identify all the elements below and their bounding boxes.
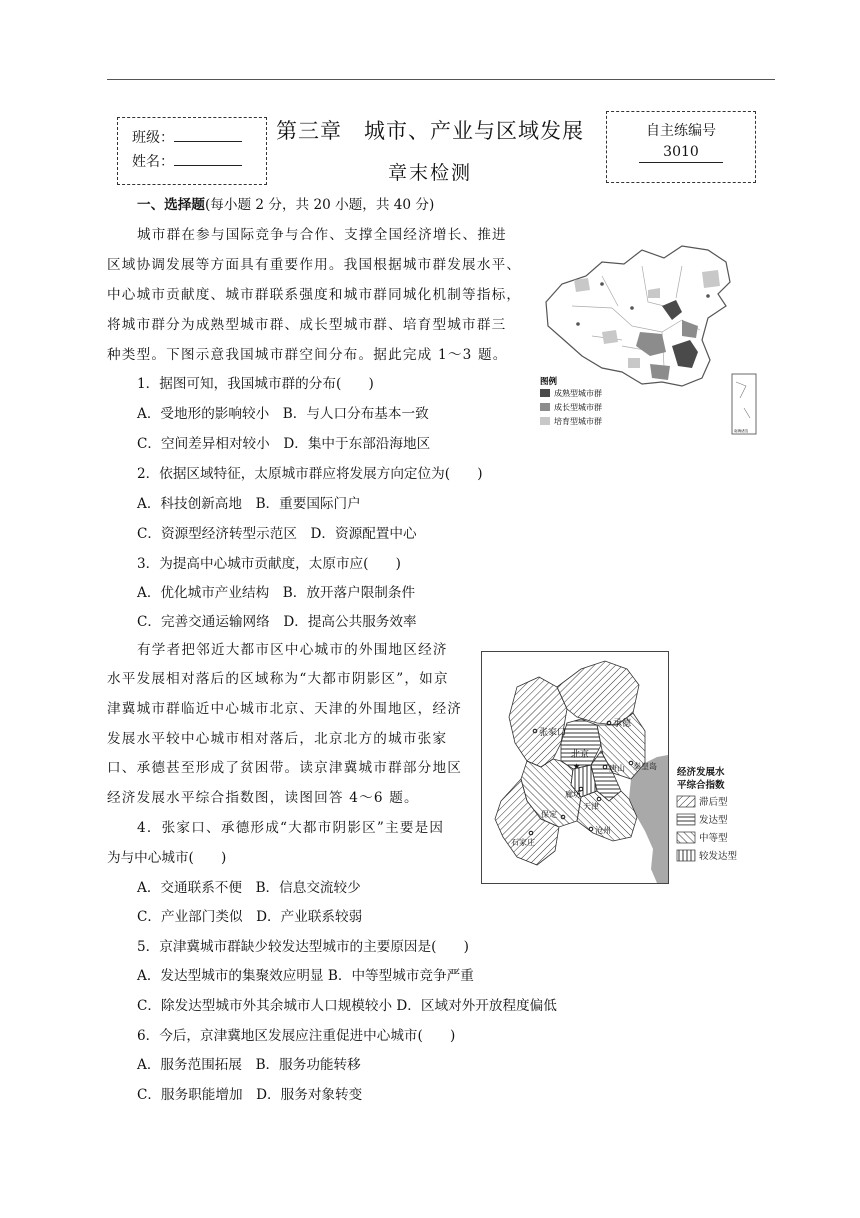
q2-stem: 2．依据区域特征，太原城市群应将发展方向定位为( ): [137, 466, 483, 482]
section-title: 一、选择题: [137, 197, 205, 213]
intro2-line: 经济发展水平综合指数图，读图回答 4～6 题。: [107, 790, 419, 806]
legend-label: 发达型: [699, 815, 728, 826]
q1-stem: 1．据图可知，我国城市群的分布( ): [137, 376, 374, 392]
q5-options: A．发达型城市的集聚效应明显 B．中等型城市竞争严重: [137, 968, 474, 984]
q4-options: A．交通联系不便 B．信息交流较少: [137, 880, 361, 896]
city-label: 唐山: [609, 764, 625, 773]
city-label: 保定: [541, 810, 557, 819]
class-blank[interactable]: [174, 127, 242, 142]
q1-options: C．空间差异相对较小 D．集中于东部沿海地区: [137, 436, 431, 452]
code-label: 自主练编号: [646, 123, 716, 139]
nurture-cluster: [602, 330, 618, 344]
q1-options: A．受地形的影响较小 B．与人口分布基本一致: [137, 406, 429, 422]
student-info-box: [117, 117, 267, 185]
name-label: 姓名：: [132, 154, 174, 170]
growing-cluster: [650, 364, 670, 380]
map2-legend-title: 平综合指数: [677, 780, 725, 791]
map2-legend-title: 经济发展水: [677, 767, 725, 778]
city-dot: [600, 282, 604, 286]
chapter-title: 第三章 城市、产业与区域发展: [276, 119, 584, 143]
city-dot: [576, 322, 580, 326]
city-label: 沧州: [595, 826, 611, 835]
city-label: 承德: [613, 719, 632, 729]
inset-label: 南海诸岛: [734, 429, 749, 433]
intro1-line: 中心城市贡献度、城市群联系强度和城市群同城化机制等指标，: [107, 287, 522, 303]
nurture-cluster: [702, 270, 720, 288]
intro1-line: 种类型。下图示意我国城市群空间分布。据此完成 1～3 题。: [107, 347, 508, 363]
map1-legend-title: 图例: [540, 377, 558, 387]
city-label: 石家庄: [511, 838, 535, 847]
city-dot: [706, 294, 710, 298]
name-blank[interactable]: [174, 151, 242, 166]
code-number: 3010: [639, 144, 723, 163]
legend-swatch-mature: [540, 389, 550, 397]
legend-swatch-nurture: [540, 417, 550, 425]
intro1-line: 将城市群分为成熟型城市群、成长型城市群、培育型城市群三: [107, 317, 507, 333]
south-sea-inset: [732, 374, 756, 434]
nurture-cluster: [628, 358, 640, 368]
legend-label: 成长型城市群: [554, 403, 602, 412]
section-heading: [137, 195, 434, 215]
city-label: 秦皇岛: [633, 762, 657, 771]
intro2-line: 有学者把邻近大都市区中心城市的外围地区经济: [137, 642, 448, 658]
q4-stem: 为与中心城市( ): [107, 850, 227, 866]
q4-options: C．产业部门类似 D．产业联系较弱: [137, 909, 363, 925]
city-dot: [630, 306, 634, 310]
intro1-line: 城市群在参与国际竞争与合作、支撑全国经济增长、推进: [137, 227, 507, 243]
q6-options: A．服务范围拓展 B．服务功能转移: [137, 1057, 361, 1073]
intro1-line: 区域协调发展等方面具有重要作用。我国根据城市群发展水平、: [107, 257, 522, 273]
q2-options: C．资源型经济转型示范区 D．资源配置中心: [137, 526, 417, 542]
legend-label: 较发达型: [699, 851, 738, 862]
legend-label: 滞后型: [699, 797, 728, 808]
city-label: 张家口: [539, 728, 567, 738]
intro2-line: 津冀城市群临近中心城市北京、天津的外围地区，经济: [107, 701, 463, 717]
legend-swatch-lagging: [677, 796, 695, 807]
jingjinji-economic-index-map: [481, 651, 753, 885]
intro2-line: 口、承德甚至形成了贫困带。读京津冀城市群部分地区: [107, 760, 463, 776]
q3-options: C．完善交通运输网络 D．提高公共服务效率: [137, 614, 417, 630]
q6-stem: 6．今后，京津冀地区发展应注重促进中心城市( ): [137, 1028, 456, 1044]
q6-options: C．服务职能增加 D．服务对象转变: [137, 1087, 363, 1103]
legend-label: 中等型: [699, 833, 728, 844]
city-label: 天津: [583, 802, 599, 811]
q3-stem: 3．为提高中心城市贡献度，太原市应( ): [137, 556, 401, 572]
legend-swatch-developed: [677, 814, 695, 825]
section-note: (每小题 2 分，共 20 小题，共 40 分): [204, 197, 435, 213]
q5-options: C．除发达型城市外其余城市人口规模较小 D．区域对外开放程度偏低: [137, 998, 557, 1014]
city-label: 廊坊: [565, 790, 581, 799]
china-city-cluster-map: [532, 236, 760, 438]
city-label: 北京: [571, 750, 590, 760]
q5-stem: 5．京津冀城市群缺少较发达型城市的主要原因是( ): [137, 939, 469, 955]
q2-options: A．科技创新高地 B．重要国际门户: [137, 496, 361, 512]
q3-options: A．优化城市产业结构 B．放开落户限制条件: [137, 585, 416, 601]
legend-swatch-growing: [540, 403, 550, 411]
intro2-line: 水平发展相对落后的区域称为“大都市阴影区”，如京: [107, 671, 449, 687]
page-subtitle: 章末检测: [388, 162, 473, 184]
intro2-line: 发展水平较中心城市相对落后，北京北方的城市张家: [107, 731, 448, 747]
nurture-cluster: [574, 278, 590, 292]
exercise-code-box: [606, 111, 756, 183]
class-label: 班级：: [132, 130, 174, 146]
legend-swatch-medium: [677, 832, 695, 843]
legend-label: 成熟型城市群: [554, 389, 602, 398]
capital-star: ★: [573, 762, 581, 771]
legend-label: 培育型城市群: [554, 417, 602, 426]
header-rule: [107, 79, 775, 80]
legend-swatch-relatively-developed: [677, 850, 695, 861]
q4-stem: 4．张家口、承德形成“大都市阴影区”主要是因: [137, 820, 445, 836]
